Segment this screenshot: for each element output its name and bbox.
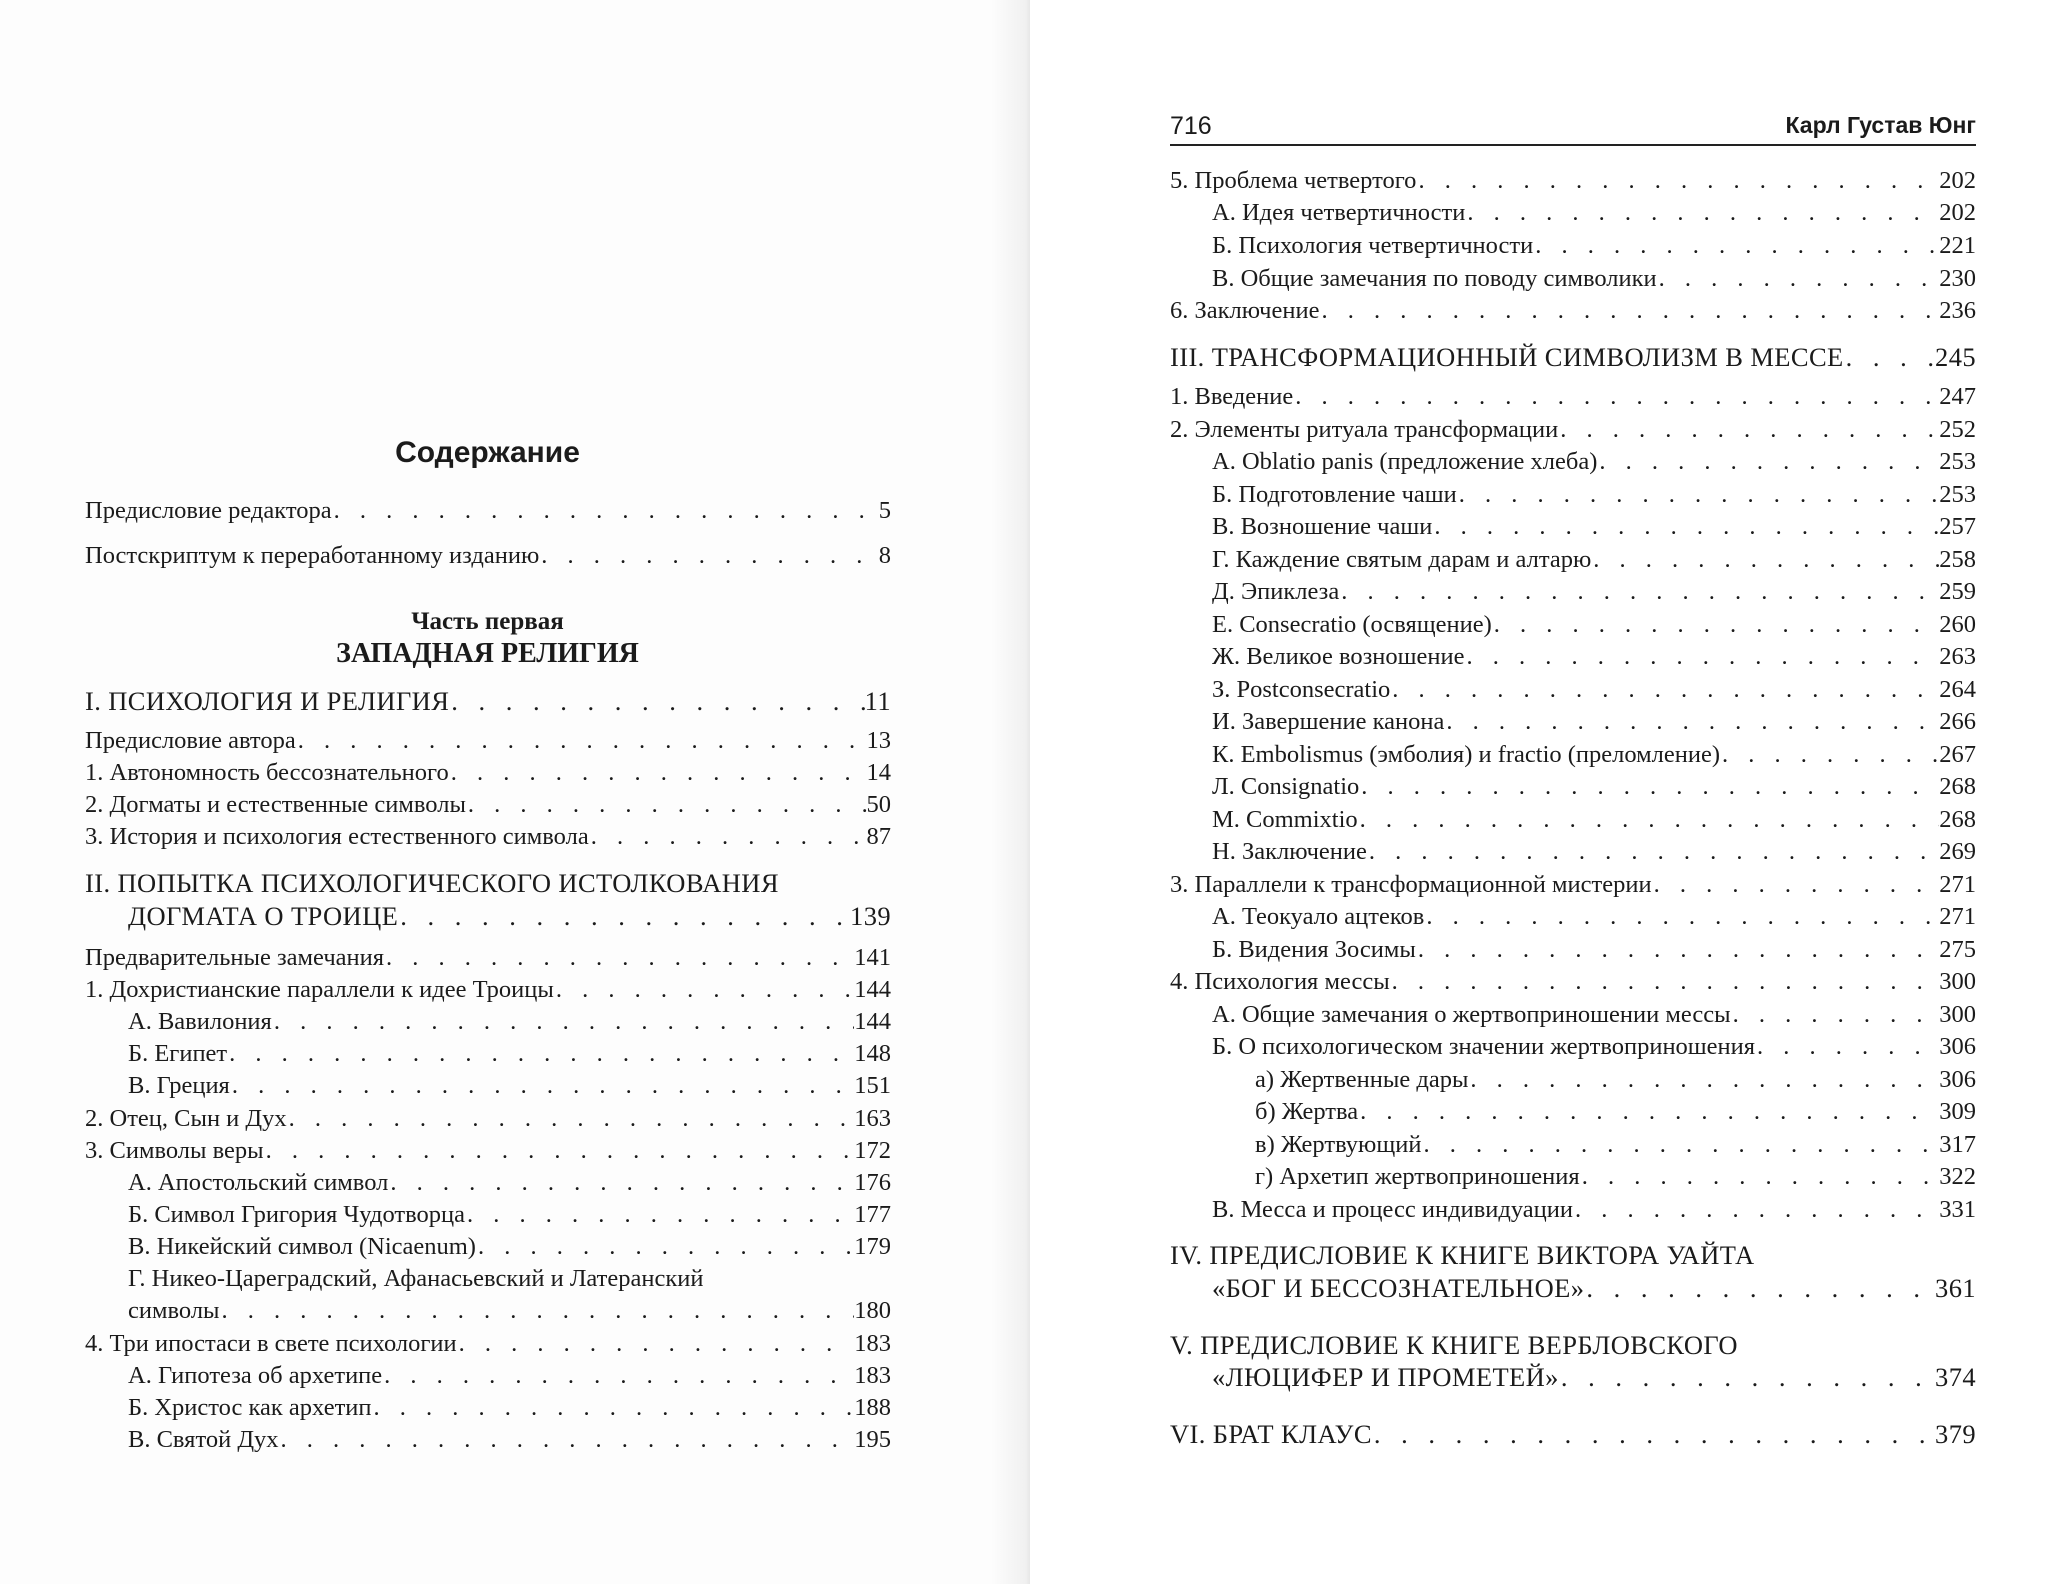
running-head-author: Карл Густав Юнг: [1785, 112, 1976, 138]
toc-entry[interactable]: [128, 1426, 891, 1454]
toc-entry-title: И. Завершение канона: [1212, 708, 1445, 735]
toc-entry-title: Г. Каждение святым дарам и алтарю: [1212, 546, 1592, 573]
contents-title: Содержание: [395, 436, 580, 469]
dot-leader: [220, 1297, 855, 1325]
toc-entry-page: 163: [854, 1105, 891, 1132]
toc-entry[interactable]: [1212, 643, 1976, 671]
toc-entry-title: Б. Психология четвертичности: [1212, 232, 1534, 259]
toc-entry-page: 141: [854, 944, 891, 971]
toc-entry-page: 148: [854, 1040, 891, 1067]
toc-entry-page: 236: [1939, 297, 1976, 324]
toc-entry-page: 50: [866, 791, 891, 818]
dot-leader: [1652, 871, 1940, 899]
toc-entry-title: Д. Эпиклеза: [1212, 578, 1340, 605]
toc-entry-title: Е. Consecratio (освящение): [1212, 611, 1492, 638]
toc-entry-page: 172: [854, 1137, 891, 1164]
toc-entry[interactable]: [1212, 1033, 1976, 1061]
toc-entry[interactable]: [1170, 297, 1976, 325]
toc-entry-title: Б. Подготовление чаши: [1212, 481, 1457, 508]
toc-entry[interactable]: [1170, 383, 1976, 411]
toc-entry[interactable]: [85, 542, 891, 570]
toc-entry[interactable]: [1212, 199, 1976, 227]
toc-entry-page: 257: [1939, 513, 1976, 540]
toc-entry[interactable]: [85, 944, 891, 972]
dot-leader: [1416, 936, 1939, 964]
toc-entry[interactable]: [128, 1233, 891, 1261]
toc-entry-page: 266: [1939, 708, 1976, 735]
toc-entry-page: 260: [1939, 611, 1976, 638]
toc-entry-page: 144: [854, 976, 891, 1003]
dot-leader: [398, 901, 850, 932]
toc-entry-title: В. Святой Дух: [128, 1426, 279, 1453]
toc-entry-page: 183: [854, 1330, 891, 1357]
toc-entry-page: 144: [854, 1008, 891, 1035]
toc-entry[interactable]: [1212, 741, 1976, 769]
toc-entry[interactable]: [1212, 481, 1976, 509]
toc-entry-title: А. Теокуало ацтеков: [1212, 903, 1425, 930]
dot-leader: [1573, 1196, 1939, 1224]
dot-leader: [1416, 167, 1939, 195]
dot-leader: [1580, 1163, 1940, 1191]
dot-leader: [227, 1040, 854, 1068]
toc-entry[interactable]: [1170, 871, 1976, 899]
toc-entry-page: 230: [1939, 265, 1976, 292]
toc-entry-page: 247: [1939, 383, 1976, 410]
toc-entry[interactable]: [85, 1330, 891, 1358]
toc-entry[interactable]: [1255, 1131, 1976, 1159]
dot-leader: [279, 1426, 855, 1454]
toc-entry[interactable]: [1212, 838, 1976, 866]
toc-entry-title: Предисловие автора: [85, 727, 296, 754]
toc-entry-page: 179: [854, 1233, 891, 1260]
toc-entry-page: 202: [1939, 199, 1976, 226]
part-label: Часть первая: [411, 608, 564, 635]
toc-entry-title: А. Идея четвертичности: [1212, 199, 1466, 226]
dot-leader: [1367, 838, 1939, 866]
dot-leader: [1293, 383, 1939, 411]
toc-entry[interactable]: [1212, 546, 1976, 574]
toc-entry-page: 309: [1939, 1098, 1976, 1125]
toc-entry-page: 177: [854, 1201, 891, 1228]
toc-entry[interactable]: [85, 823, 891, 851]
toc-entry-page: 300: [1939, 968, 1976, 995]
toc-entry-page: 306: [1939, 1066, 1976, 1093]
dot-leader: [1468, 1066, 1939, 1094]
dot-leader: [466, 791, 867, 819]
toc-entry-page: 151: [854, 1072, 891, 1099]
running-head: [1170, 112, 1976, 146]
toc-entry-title: б) Жертва: [1255, 1098, 1359, 1125]
toc-entry-title: A. Oblatio panis (предложение хлеба): [1212, 448, 1598, 475]
toc-chapter-title: «БОГ И БЕССОЗНАТЕЛЬНОЕ»: [1212, 1273, 1585, 1303]
toc-entry-page: 322: [1939, 1163, 1976, 1190]
toc-entry-title: М. Commixtio: [1212, 806, 1358, 833]
toc-entry-title: 2. Догматы и естественные символы: [85, 791, 466, 818]
toc-entry-title: Б. О психологическом значении жертвоприношения: [1212, 1033, 1756, 1060]
toc-entry-title: 4. Три ипостаси в свете психологии: [85, 1330, 457, 1357]
toc-entry-page: 300: [1939, 1001, 1976, 1028]
page-number: 716: [1170, 112, 1212, 140]
toc-chapter-line1[interactable]: V. ПРЕДИСЛОВИЕ К КНИГЕ ВЕРБЛОВСКОГО: [1170, 1330, 1738, 1360]
toc-chapter-page: 379: [1935, 1419, 1976, 1449]
toc-chapter[interactable]: [1212, 1362, 1976, 1393]
toc-entry-title: 4. Психология мессы: [1170, 968, 1390, 995]
dot-leader: [449, 759, 867, 787]
toc-entry-page: 253: [1939, 448, 1976, 475]
toc-entry-title: Предисловие редактора: [85, 497, 332, 524]
dot-leader: [332, 497, 879, 525]
toc-entry[interactable]: [128, 1072, 891, 1100]
toc-entry-page: 258: [1939, 546, 1976, 573]
toc-entry[interactable]: [128, 1362, 891, 1390]
dot-leader: [1424, 903, 1939, 931]
dot-leader: [1390, 968, 1940, 996]
toc-entry-page: 195: [854, 1426, 891, 1453]
toc-entry[interactable]: [1212, 936, 1976, 964]
toc-entry-title: А. Общие замечания о жертвоприношении мессы: [1212, 1001, 1731, 1028]
toc-entry-page: 271: [1939, 903, 1976, 930]
toc-entry[interactable]: [1255, 1098, 1976, 1126]
toc-chapter[interactable]: [1170, 1419, 1976, 1450]
toc-entry[interactable]: [1212, 708, 1976, 736]
dot-leader: [388, 1169, 854, 1197]
toc-entry-page: 252: [1939, 416, 1976, 443]
toc-entry-title: Б. Видения Зосимы: [1212, 936, 1416, 963]
dot-leader: [1591, 546, 1939, 574]
dot-leader: [1731, 1001, 1940, 1029]
dot-leader: [1533, 232, 1939, 260]
toc-entry-title: 1. Дохристианские параллели к идее Троицы: [85, 976, 554, 1003]
toc-entry-title: Б. Символ Григория Чудотворца: [128, 1201, 465, 1228]
toc-entry-page: 331: [1939, 1196, 1976, 1223]
left-page: [0, 0, 1030, 1584]
toc-entry[interactable]: [85, 1137, 891, 1165]
toc-chapter-title: VI. БРАТ КЛАУС: [1170, 1419, 1372, 1449]
toc-entry[interactable]: [128, 1169, 891, 1197]
toc-entry[interactable]: [128, 1394, 891, 1422]
toc-chapter-page: 139: [850, 901, 891, 931]
toc-entry-page: 263: [1939, 643, 1976, 670]
dot-leader: [554, 976, 854, 1004]
dot-leader: [1421, 1131, 1939, 1159]
dot-leader: [1465, 643, 1940, 671]
toc-entry-title: З. Postconsecratio: [1212, 676, 1391, 703]
toc-entry[interactable]: [1212, 232, 1976, 260]
toc-entry-page: 253: [1939, 481, 1976, 508]
toc-entry[interactable]: [1212, 611, 1976, 639]
toc-entry-line1[interactable]: Г. Никео-Цареградский, Афанасьевский и Латеранский: [128, 1265, 704, 1292]
toc-entry[interactable]: [1170, 167, 1976, 195]
dot-leader: [1319, 297, 1939, 325]
toc-entry-page: 188: [854, 1394, 891, 1421]
toc-entry-page: 269: [1939, 838, 1976, 865]
toc-entry-page: 267: [1939, 741, 1976, 768]
toc-entry-title: В. Возношение чаши: [1212, 513, 1433, 540]
toc-entry[interactable]: [85, 791, 891, 819]
dot-leader: [1720, 741, 1939, 769]
toc-entry[interactable]: [85, 497, 891, 525]
toc-entry[interactable]: [128, 1008, 891, 1036]
toc-entry-page: 202: [1939, 167, 1976, 194]
toc-entry-title: а) Жертвенные дары: [1255, 1066, 1469, 1093]
toc-entry-title: А. Вавилония: [128, 1008, 272, 1035]
toc-entry-title: 3. Символы веры: [85, 1137, 264, 1164]
toc-entry-page: 264: [1939, 676, 1976, 703]
toc-entry-page: 8: [878, 542, 891, 569]
dot-leader: [382, 1362, 854, 1390]
dot-leader: [296, 727, 867, 755]
toc-entry-title: г) Архетип жертвоприношения: [1255, 1163, 1580, 1190]
toc-chapter-page: 245: [1935, 342, 1976, 372]
dot-leader: [1657, 265, 1940, 293]
dot-leader: [1339, 578, 1939, 606]
toc-entry-title: Б. Христос как архетип: [128, 1394, 372, 1421]
toc-entry-title: 3. Параллели к трансформационной мистерии: [1170, 871, 1652, 898]
dot-leader: [264, 1137, 855, 1165]
toc-entry[interactable]: [1170, 416, 1976, 444]
toc-entry[interactable]: [1212, 448, 1976, 476]
toc-entry-title: Л. Consignatio: [1212, 773, 1360, 800]
dot-leader: [372, 1394, 855, 1422]
dot-leader: [384, 944, 854, 972]
toc-entry[interactable]: [128, 1297, 891, 1325]
toc-entry[interactable]: [85, 976, 891, 1004]
toc-entry-title: 3. История и психология естественного символа: [85, 823, 589, 850]
dot-leader: [1584, 1273, 1935, 1304]
toc-entry[interactable]: [1212, 806, 1976, 834]
dot-leader: [449, 686, 864, 717]
toc-entry-page: 87: [866, 823, 891, 850]
toc-entry-page: 5: [878, 497, 891, 524]
toc-entry-title: в) Жертвующий: [1255, 1131, 1422, 1158]
toc-entry-page: 14: [866, 759, 891, 786]
toc-entry[interactable]: [1212, 578, 1976, 606]
toc-entry-title: Ж. Великое возношение: [1212, 643, 1465, 670]
toc-entry-page: 275: [1939, 936, 1976, 963]
toc-entry[interactable]: [128, 1201, 891, 1229]
toc-entry-page: 268: [1939, 806, 1976, 833]
toc-entry[interactable]: [1212, 773, 1976, 801]
toc-entry-page: 183: [854, 1362, 891, 1389]
toc-entry[interactable]: [1212, 513, 1976, 541]
dot-leader: [1358, 1098, 1939, 1126]
dot-leader: [1559, 1362, 1935, 1393]
dot-leader: [1844, 342, 1935, 373]
toc-entry-title: А. Апостольский символ: [128, 1169, 389, 1196]
toc-entry-title: 2. Отец, Сын и Дух: [85, 1105, 287, 1132]
toc-entry-title: Предварительные замечания: [85, 944, 385, 971]
dot-leader: [457, 1330, 855, 1358]
toc-entry-title: 5. Проблема четвертого: [1170, 167, 1417, 194]
toc-entry-page: 221: [1939, 232, 1976, 259]
toc-chapter-line1[interactable]: II. ПОПЫТКА ПСИХОЛОГИЧЕСКОГО ИСТОЛКОВАНИЯ: [85, 868, 779, 898]
toc-entry[interactable]: [1212, 1001, 1976, 1029]
toc-chapter-title: ДОГМАТА О ТРОИЦЕ: [128, 901, 399, 931]
toc-entry-page: 306: [1939, 1033, 1976, 1060]
dot-leader: [287, 1105, 855, 1133]
toc-entry-title: 6. Заключение: [1170, 297, 1320, 324]
dot-leader: [1465, 199, 1939, 227]
toc-entry[interactable]: [85, 759, 891, 787]
toc-chapter-page: 374: [1935, 1362, 1976, 1392]
toc-entry[interactable]: [1255, 1163, 1976, 1191]
dot-leader: [1432, 513, 1939, 541]
toc-entry[interactable]: [1170, 968, 1976, 996]
dot-leader: [539, 542, 878, 570]
toc-chapter[interactable]: [128, 901, 891, 932]
toc-chapter-page: 11: [864, 686, 891, 716]
toc-chapter-line1[interactable]: IV. ПРЕДИСЛОВИЕ К КНИГЕ ВИКТОРА УАЙТА: [1170, 1240, 1755, 1270]
toc-entry-page: 317: [1939, 1131, 1976, 1158]
part-title: ЗАПАДНАЯ РЕЛИГИЯ: [336, 638, 639, 669]
toc-entry[interactable]: [1255, 1066, 1976, 1094]
toc-entry-title: 1. Автономность бессознательного: [85, 759, 449, 786]
toc-entry-title: А. Гипотеза об архетипе: [128, 1362, 383, 1389]
toc-entry-title: В. Общие замечания по поводу символики: [1212, 265, 1657, 292]
toc-chapter-title: I. ПСИХОЛОГИЯ И РЕЛИГИЯ: [85, 686, 450, 716]
dot-leader: [1755, 1033, 1939, 1061]
toc-entry[interactable]: [1212, 903, 1976, 931]
dot-leader: [1457, 481, 1939, 509]
toc-chapter-title: III. ТРАНСФОРМАЦИОННЫЙ СИМВОЛИЗМ В МЕССЕ: [1170, 342, 1844, 372]
toc-entry-title: В. Никейский символ (Nicaenum): [128, 1233, 476, 1260]
dot-leader: [1358, 806, 1940, 834]
dot-leader: [589, 823, 867, 851]
toc-chapter[interactable]: [1170, 342, 1976, 373]
dot-leader: [476, 1233, 854, 1261]
toc-entry-page: 13: [866, 727, 891, 754]
dot-leader: [1372, 1419, 1935, 1450]
dot-leader: [1390, 676, 1939, 704]
toc-entry-title: Постскриптум к переработанному изданию: [85, 542, 540, 569]
toc-chapter-title: «ЛЮЦИФЕР И ПРОМЕТЕЙ»: [1212, 1362, 1559, 1392]
dot-leader: [1492, 611, 1939, 639]
toc-entry-page: 176: [854, 1169, 891, 1196]
dot-leader: [1359, 773, 1939, 801]
dot-leader: [1558, 416, 1939, 444]
dot-leader: [230, 1072, 854, 1100]
toc-entry[interactable]: [85, 727, 891, 755]
toc-entry-title: Б. Египет: [128, 1040, 228, 1067]
toc-entry[interactable]: [128, 1040, 891, 1068]
dot-leader: [1444, 708, 1939, 736]
toc-entry-page: 259: [1939, 578, 1976, 605]
toc-entry[interactable]: [1212, 265, 1976, 293]
toc-chapter-page: 361: [1935, 1273, 1976, 1303]
dot-leader: [1597, 448, 1939, 476]
toc-entry-title: символы: [128, 1297, 220, 1324]
dot-leader: [272, 1008, 854, 1036]
toc-entry-page: 271: [1939, 871, 1976, 898]
toc-chapter[interactable]: [85, 686, 891, 717]
toc-entry-title: 2. Элементы ритуала трансформации: [1170, 416, 1559, 443]
toc-entry-page: 268: [1939, 773, 1976, 800]
toc-entry-page: 180: [854, 1297, 891, 1324]
toc-entry-title: Н. Заключение: [1212, 838, 1367, 865]
toc-entry-title: В. Месса и процесс индивидуации: [1212, 1196, 1573, 1223]
toc-entry[interactable]: [1212, 676, 1976, 704]
toc-chapter[interactable]: [1212, 1273, 1976, 1304]
toc-entry-title: 1. Введение: [1170, 383, 1294, 410]
toc-entry-title: В. Греция: [128, 1072, 230, 1099]
toc-entry-title: К. Embolismus (эмболия) и fractio (преломление): [1212, 741, 1721, 768]
toc-entry[interactable]: [85, 1105, 891, 1133]
dot-leader: [465, 1201, 854, 1229]
toc-entry[interactable]: [1212, 1196, 1976, 1224]
